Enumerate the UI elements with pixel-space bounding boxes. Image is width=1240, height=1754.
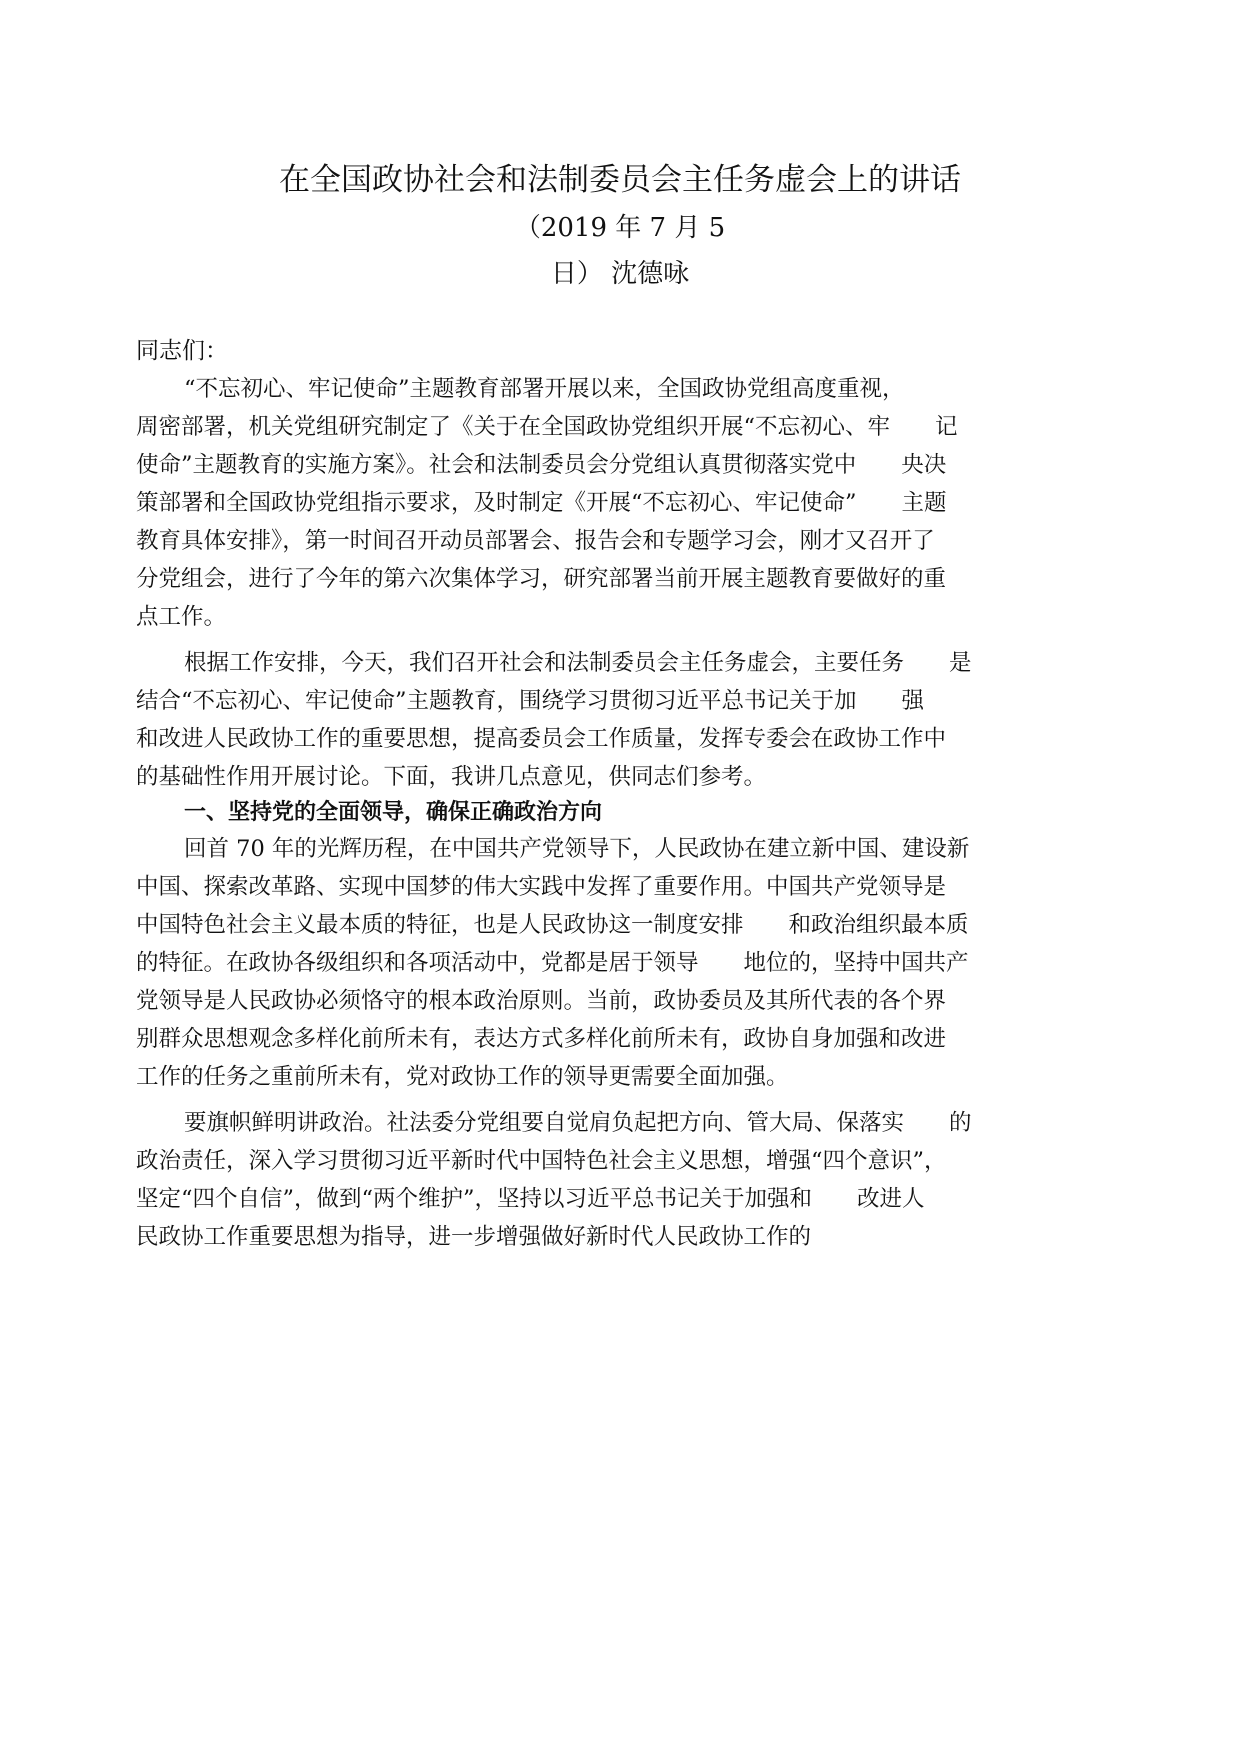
paragraph-3 (136, 830, 1086, 1096)
document-body (136, 332, 1086, 1256)
spacer (136, 636, 1086, 644)
paragraph-line: 的特征。在政协各级组织和各项活动中，党都是居于领导 地位的，坚持中国共产 (136, 950, 969, 976)
paragraph-line: 党领导是人民政协必须恪守的根本政治原则。当前，政协委员及其所代表的各个界 (136, 988, 947, 1014)
paragraph-line: 策部署和全国政协党组指示要求，及时制定《开展“不忘初心、牢记使命” 主题 (136, 490, 947, 516)
paragraph-line: 政治责任，深入学习贯彻习近平新时代中国特色社会主义思想，增强“四个意识”， (136, 1148, 947, 1174)
section-heading: 一、坚持党的全面领导，确保正确政治方向 (184, 800, 603, 825)
paragraph-line: 使命”主题教育的实施方案》。社会和法制委员会分党组认真贯彻落实党中 央决 (136, 452, 947, 478)
paragraph-line: 周密部署，机关党组研究制定了《关于在全国政协党组织开展“不忘初心、牢 记 (136, 414, 958, 440)
paragraph-line: 别群众思想观念多样化前所未有，表达方式多样化前所未有，政协自身加强和改进 (136, 1026, 947, 1052)
paragraph-line: 回首 70 年的光辉历程，在中国共产党领导下，人民政协在建立新中国、建设新 (184, 836, 970, 862)
paragraph-line: 中国特色社会主义最本质的特征，也是人民政协这一制度安排 和政治组织最本质 (136, 912, 969, 938)
paragraph-line: 工作的任务之重前所未有，党对政协工作的领导更需要全面加强。 (136, 1064, 789, 1090)
paragraph-line: 教育具体安排》，第一时间召开动员部署会、报告会和专题学习会，刚才又召开了 (136, 528, 935, 554)
paragraph-line: 民政协工作重要思想为指导，进一步增强做好新时代人民政协工作的 (136, 1224, 812, 1250)
paragraph-line: 中国、探索改革路、实现中国梦的伟大实践中发挥了重要作用。中国共产党领导是 (136, 874, 947, 900)
author-line: 日） 沈德咏 (550, 259, 690, 289)
salutation: 同志们： (136, 338, 228, 364)
paragraph-1 (136, 370, 1086, 636)
paragraph-line: 分党组会，进行了今年的第六次集体学习，研究部署当前开展主题教育要做好的重 (136, 566, 947, 592)
paragraph-line: “不忘初心、牢记使命”主题教育部署开展以来，全国政协党组高度重视， (184, 376, 905, 402)
paragraph-line: 坚定“四个自信”，做到“两个维护”，坚持以习近平总书记关于加强和 改进人 (136, 1186, 925, 1212)
spacer (136, 1096, 1086, 1104)
title-block (0, 158, 1240, 294)
paragraph-line: 点工作。 (136, 604, 227, 630)
paragraph-line: 的基础性作用开展讨论。下面，我讲几点意见，供同志们参考。 (136, 764, 767, 790)
date-line: （2019 年 7 月 5 (514, 213, 726, 243)
document-title: 在全国政协社会和法制委员会主任务虚会上的讲话 (279, 162, 961, 198)
paragraph-line: 要旗帜鲜明讲政治。社法委分党组要自觉肩负起把方向、管大局、保落实 的 (184, 1110, 972, 1136)
paragraph-2 (136, 644, 1086, 796)
paragraph-line: 结合“不忘初心、牢记使命”主题教育，围绕学习贯彻习近平总书记关于加 强 (136, 688, 925, 714)
paragraph-line: 根据工作安排，今天，我们召开社会和法制委员会主任务虚会，主要任务 是 (184, 650, 972, 676)
paragraph-line: 和改进人民政协工作的重要思想，提高委员会工作质量，发挥专委会在政协工作中 (136, 726, 947, 752)
paragraph-4 (136, 1104, 1086, 1256)
